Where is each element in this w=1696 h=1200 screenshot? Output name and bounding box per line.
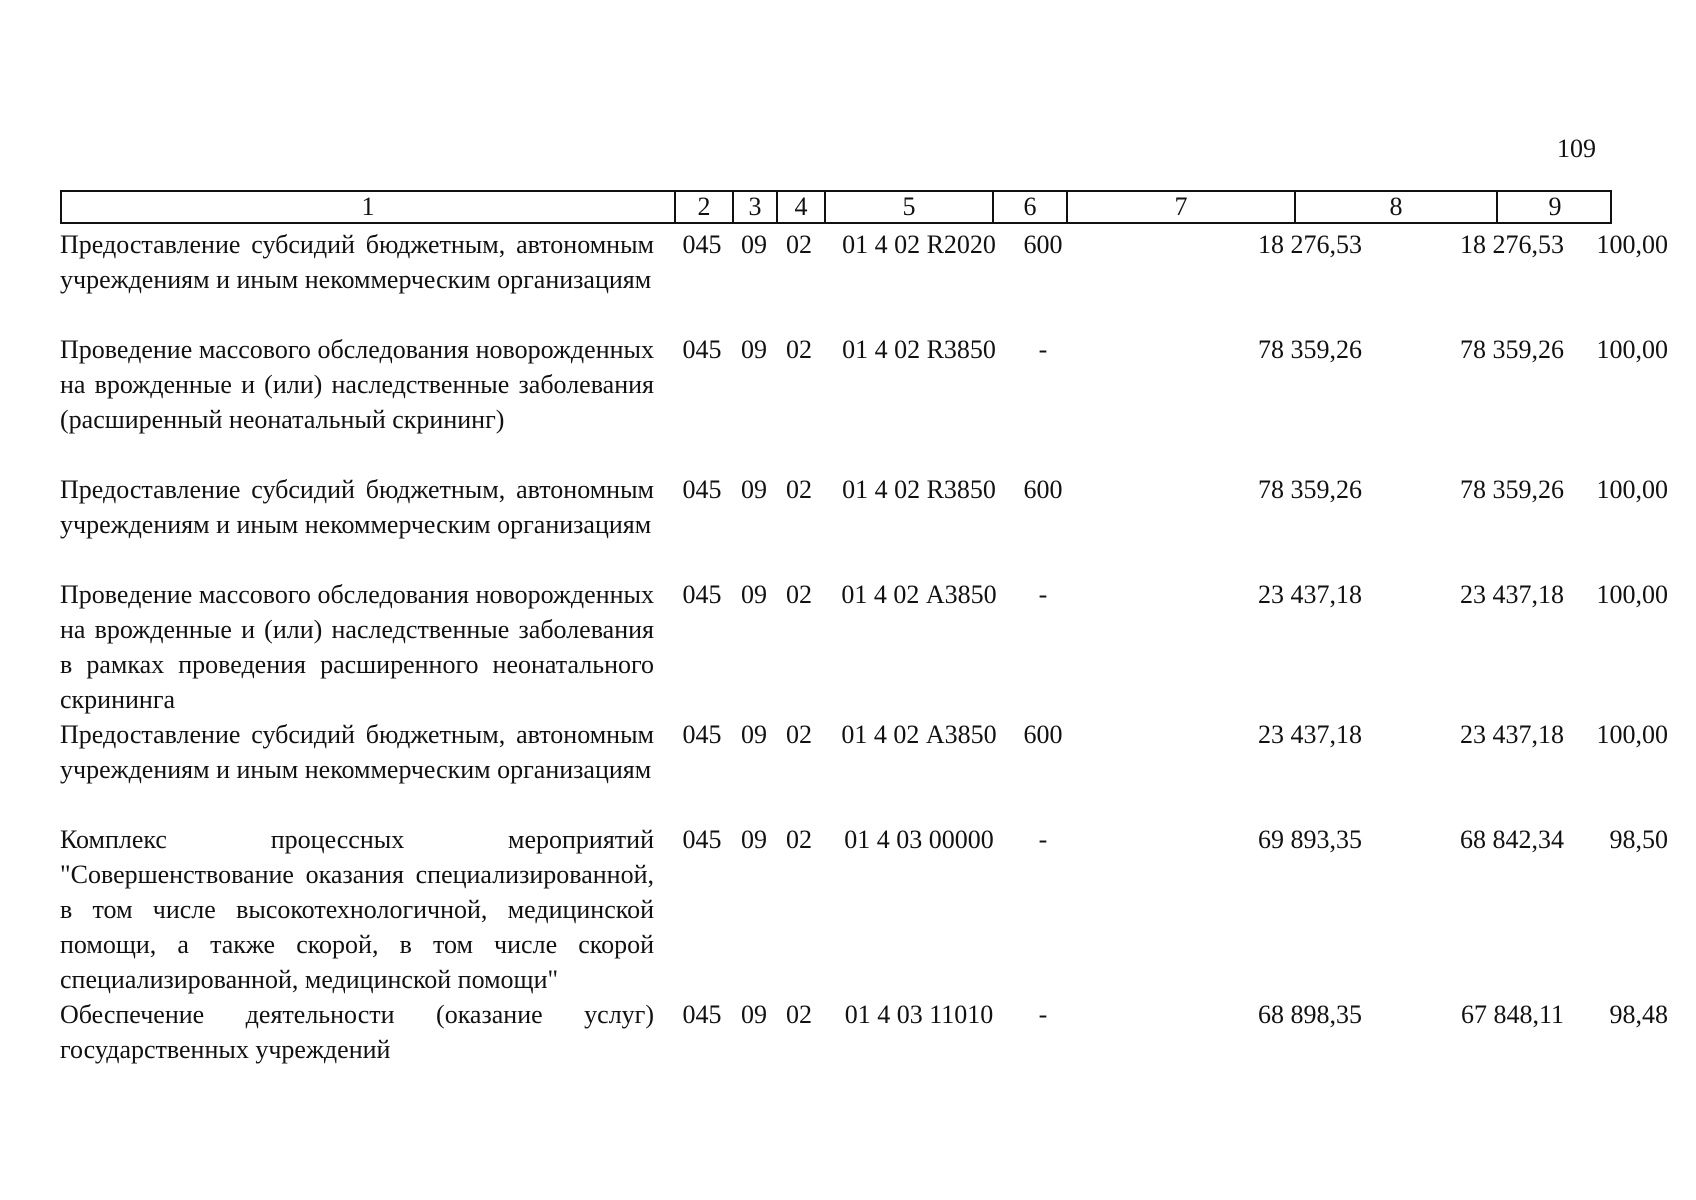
row-col-4: 02: [786, 230, 812, 259]
row-col-4: 02: [786, 335, 812, 364]
row-col-9: 98,48: [1609, 1000, 1668, 1029]
table-row: [60, 472, 1668, 577]
row-col-4: 02: [786, 720, 812, 749]
row-col-2: 045: [682, 230, 722, 259]
row-col-3: 09: [741, 230, 767, 259]
row-name: Проведение массового обследования новорожденных на врожденные и (или) наследственные заболевания в рамках проведения расширенного неонатального скрининга: [60, 580, 654, 714]
row-col-6: 600: [1023, 720, 1063, 749]
row-col-8: 18 276,53: [1460, 230, 1564, 259]
row-col-9: 100,00: [1596, 230, 1668, 259]
table-row: [60, 997, 1668, 1067]
row-col-4: 02: [786, 580, 812, 609]
table-row: [60, 227, 1668, 332]
header-col-2: 2: [674, 192, 732, 222]
header-col-4: 4: [776, 192, 824, 222]
row-col-2: 045: [682, 825, 722, 854]
row-col-9: 100,00: [1596, 720, 1668, 749]
row-col-8: 23 437,18: [1460, 720, 1564, 749]
row-col-7: 69 893,35: [1258, 825, 1362, 854]
row-name: Предоставление субсидий бюджетным, автономным учреждениям и иным некоммерческим организациям: [60, 230, 654, 294]
row-col-9: 100,00: [1596, 475, 1668, 504]
row-col-3: 09: [741, 475, 767, 504]
row-col-5: 01 4 02 R3850: [842, 475, 996, 504]
row-col-5: 01 4 02 R2020: [842, 230, 996, 259]
table-header: [60, 190, 1612, 224]
row-col-4: 02: [786, 1000, 812, 1029]
row-col-7: 78 359,26: [1258, 335, 1362, 364]
header-col-6: 6: [992, 192, 1066, 222]
row-col-2: 045: [682, 580, 722, 609]
row-col-6: 600: [1023, 475, 1063, 504]
row-col-7: 18 276,53: [1258, 230, 1362, 259]
header-col-5: 5: [824, 192, 992, 222]
table-row: [60, 577, 1668, 717]
row-col-2: 045: [682, 475, 722, 504]
row-col-6: -: [1038, 825, 1048, 854]
row-col-9: 100,00: [1596, 580, 1668, 609]
row-col-7: 23 437,18: [1258, 580, 1362, 609]
row-col-6: -: [1038, 335, 1048, 364]
row-col-8: 68 842,34: [1460, 825, 1564, 854]
row-col-8: 78 359,26: [1460, 475, 1564, 504]
row-col-7: 23 437,18: [1258, 720, 1362, 749]
header-col-7: 7: [1066, 192, 1294, 222]
row-col-2: 045: [682, 1000, 722, 1029]
row-name: Проведение массового обследования новорожденных на врожденные и (или) наследственные заболевания (расширенный неонатальный скрининг): [60, 335, 654, 434]
row-col-3: 09: [741, 335, 767, 364]
row-name: Обеспечение деятельности (оказание услуг) государственных учреждений: [60, 1000, 654, 1064]
row-col-6: 600: [1023, 230, 1063, 259]
row-col-5: 01 4 02 R3850: [842, 335, 996, 364]
row-col-8: 23 437,18: [1460, 580, 1564, 609]
header-col-1: 1: [361, 192, 375, 221]
page-number: 109: [1557, 134, 1596, 163]
row-col-7: 78 359,26: [1258, 475, 1362, 504]
row-col-3: 09: [741, 580, 767, 609]
row-name: Комплекс процессных мероприятий "Совершенствование оказания специализированной, в том числе высокотехнологичной, медицинской помощи, а также скорой, в том числе скорой специализированной, медицинской помощи": [60, 825, 654, 994]
row-col-2: 045: [682, 720, 722, 749]
row-name: Предоставление субсидий бюджетным, автономным учреждениям и иным некоммерческим организациям: [60, 475, 654, 539]
row-col-4: 02: [786, 475, 812, 504]
row-col-5: 01 4 03 11010: [844, 1000, 994, 1029]
row-col-5: 01 4 02 А3850: [841, 580, 997, 609]
row-col-9: 98,50: [1609, 825, 1668, 854]
header-col-9: 9: [1496, 192, 1612, 222]
header-col-8: 8: [1294, 192, 1496, 222]
row-col-6: -: [1038, 1000, 1048, 1029]
row-col-6: -: [1038, 580, 1048, 609]
header-col-3: 3: [732, 192, 776, 222]
row-col-8: 67 848,11: [1460, 1000, 1564, 1029]
row-name: Предоставление субсидий бюджетным, автономным учреждениям и иным некоммерческим организациям: [60, 720, 654, 784]
row-col-8: 78 359,26: [1460, 335, 1564, 364]
row-col-9: 100,00: [1596, 335, 1668, 364]
row-col-5: 01 4 03 00000: [844, 825, 994, 854]
row-col-5: 01 4 02 А3850: [841, 720, 997, 749]
table-row: [60, 332, 1668, 472]
table-row: [60, 822, 1668, 997]
row-col-3: 09: [741, 825, 767, 854]
row-col-4: 02: [786, 825, 812, 854]
row-col-7: 68 898,35: [1258, 1000, 1362, 1029]
row-col-2: 045: [682, 335, 722, 364]
row-col-3: 09: [741, 1000, 767, 1029]
row-col-3: 09: [741, 720, 767, 749]
table-row: [60, 717, 1668, 822]
